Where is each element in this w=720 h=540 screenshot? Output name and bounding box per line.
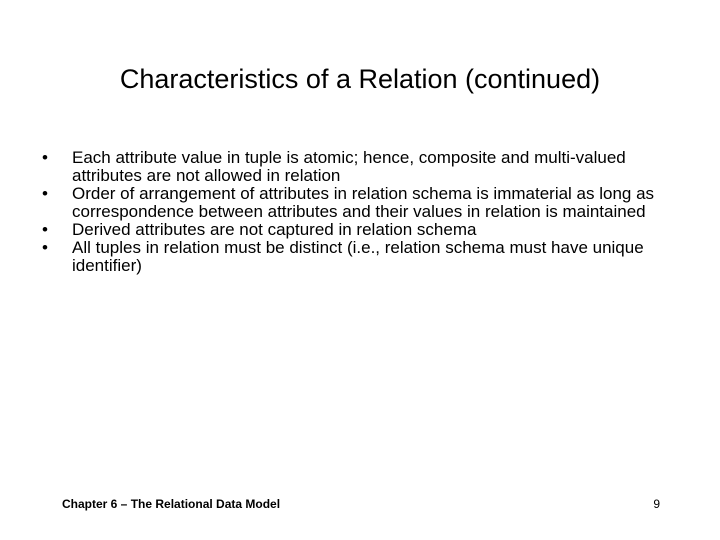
bullet-list [36,143,676,275]
bullet-item [36,221,676,239]
bullet-item [36,149,676,185]
bullet-marker: • [42,238,48,257]
bullet-item [36,185,676,221]
bullet-marker: • [42,148,48,167]
bullet-text: Each attribute value in tuple is atomic; hence, composite and multi-valued attributes are not allowed in relation [72,148,626,185]
footer-page-number: 9 [653,497,660,511]
slide-title: Characteristics of a Relation (continued) [119,64,601,94]
bullet-text: Derived attributes are not captured in relation schema [72,220,477,239]
bullet-item [36,239,676,275]
bullet-text: Order of arrangement of attributes in relation schema is immaterial as long as correspondence between attributes and their values in relation is maintained [72,184,655,221]
bullet-marker: • [42,220,48,239]
bullet-marker: • [42,184,48,203]
footer-chapter: Chapter 6 – The Relational Data Model [62,497,281,511]
bullet-text: All tuples in relation must be distinct (i.e., relation schema must have unique identifier) [72,238,644,275]
